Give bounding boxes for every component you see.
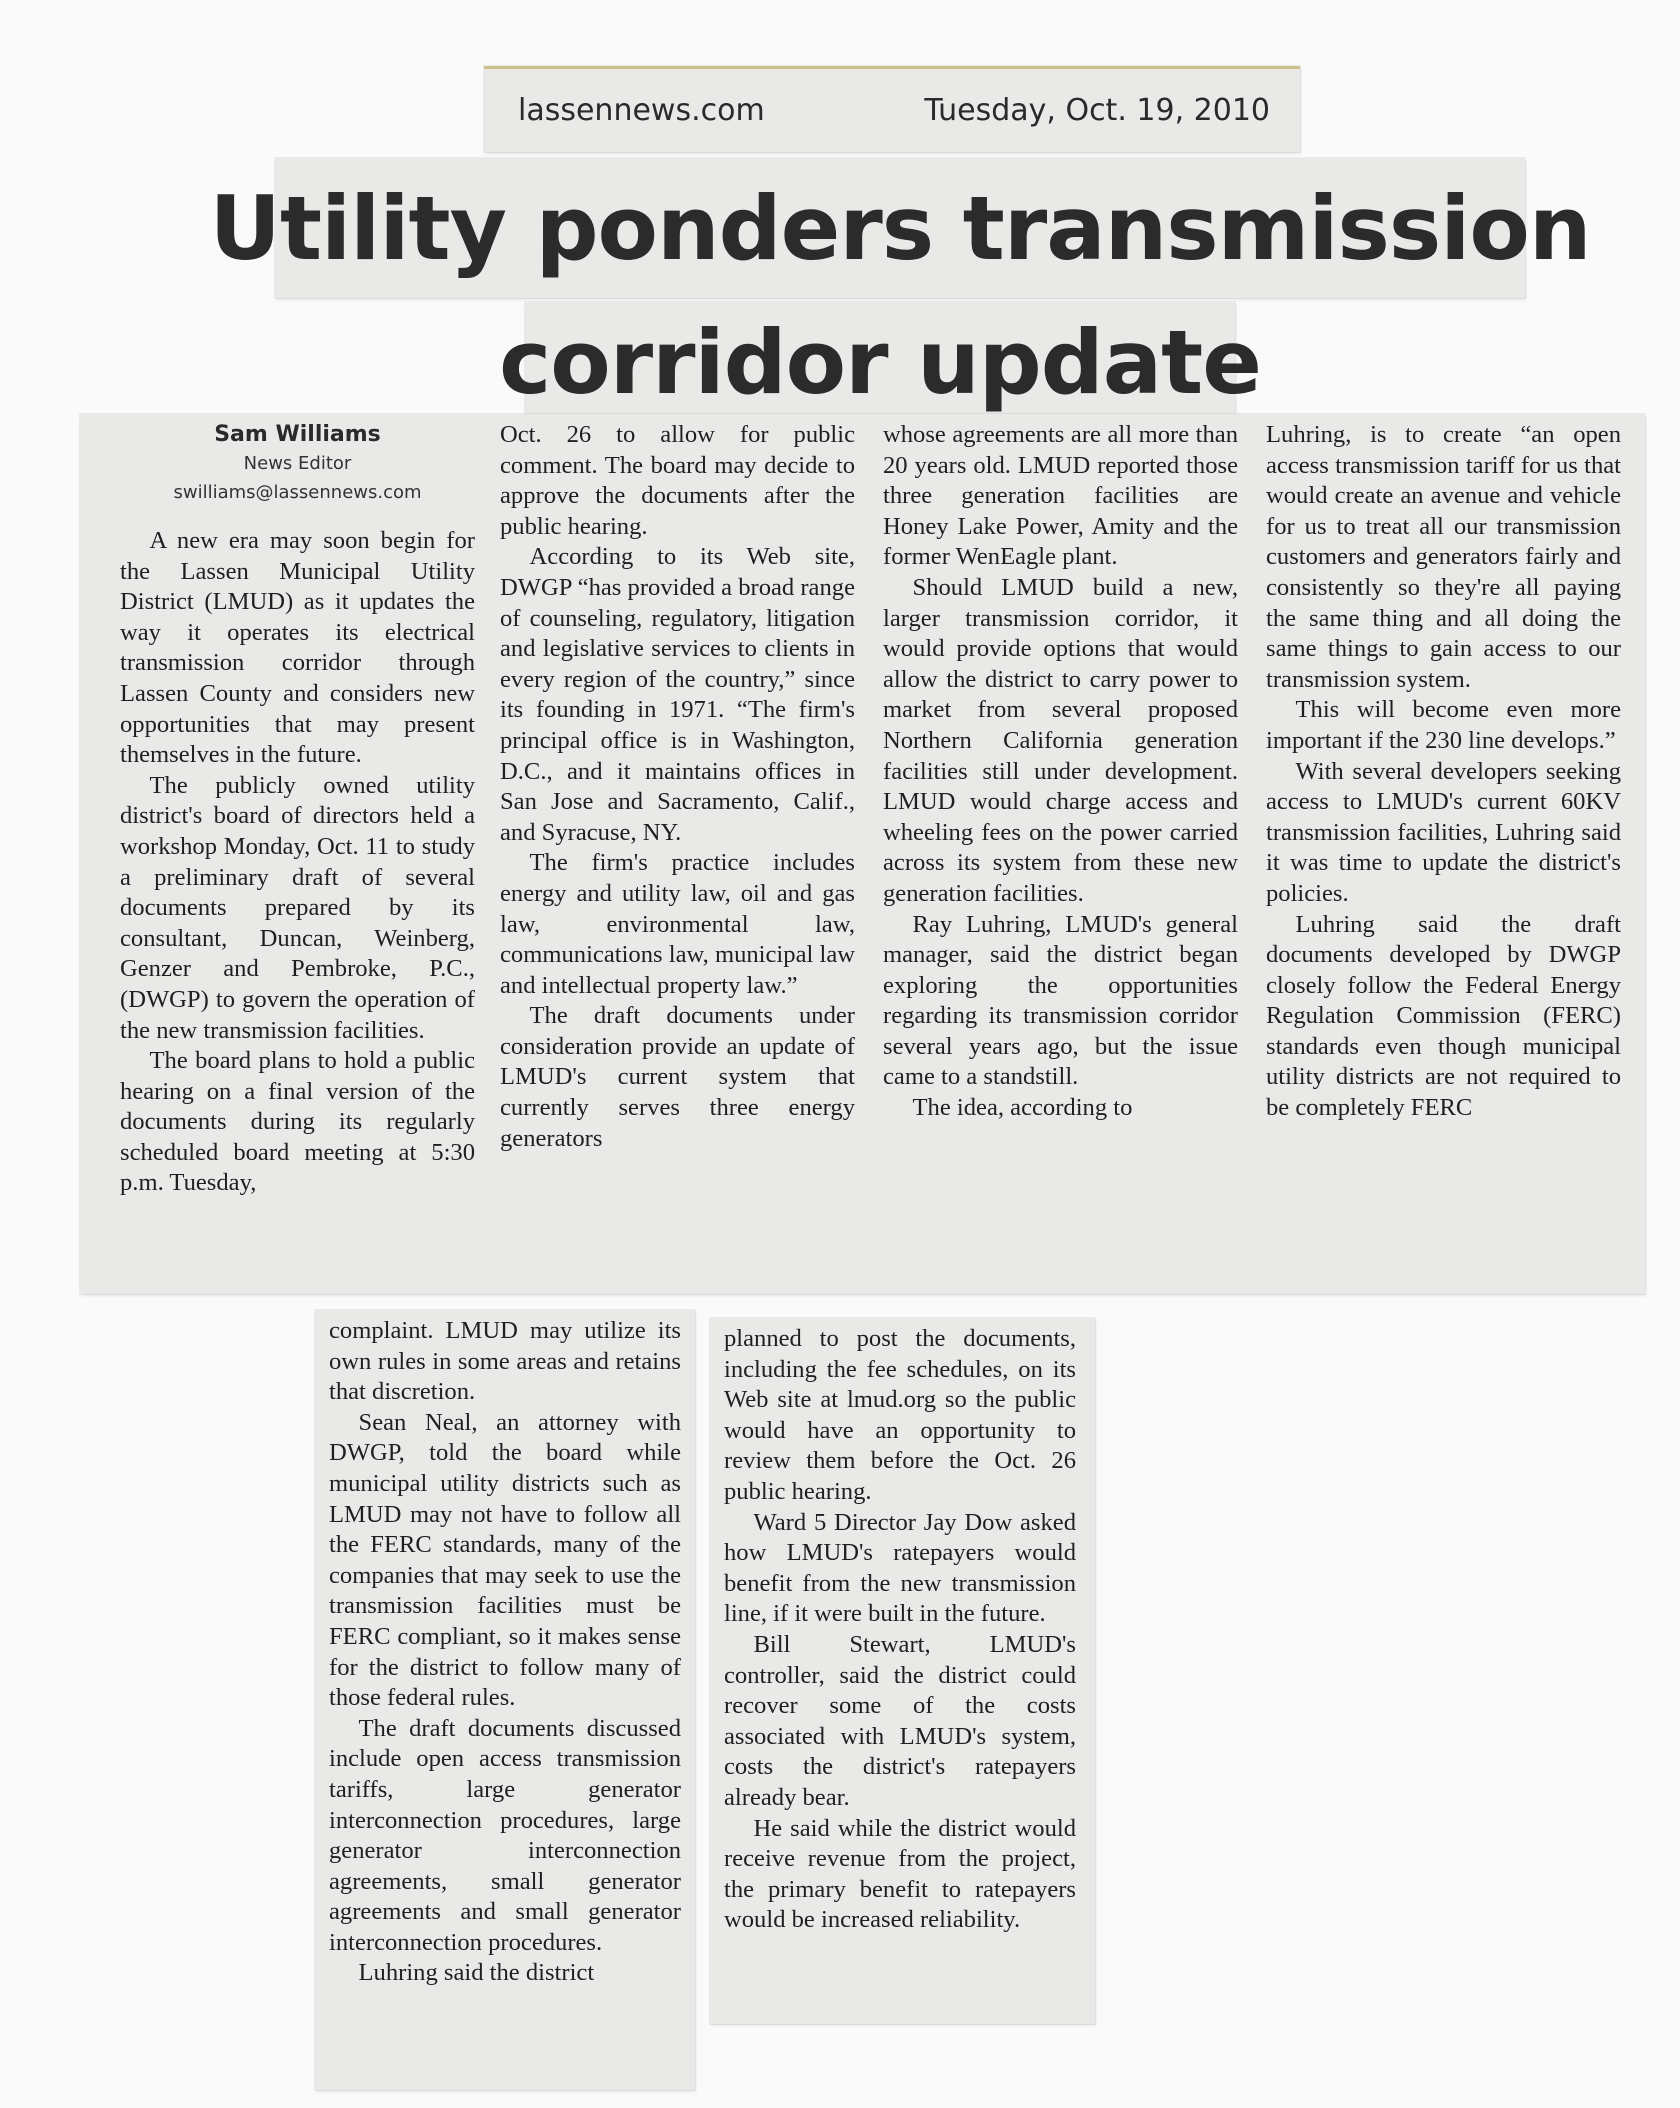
paragraph: He said while the district would receive revenue from the project, the primary benefit to ratepayers would be increased reliability. — [724, 1814, 1076, 1934]
paragraph: With several developers seeking access to LMUD's current 60KV transmission facilities, Luhring said it was time to update the district's policies. — [1266, 757, 1621, 907]
article-body-lower-left — [315, 1310, 695, 2090]
article-body-upper — [80, 414, 1645, 1294]
article-column-5 — [329, 1316, 681, 1989]
paragraph: Luhring said the draft documents developed by DWGP closely follow the Federal Energy Regulation Commission (FERC) standards even though municipal utility districts are not required to be completely FERC — [1266, 910, 1621, 1122]
author-email: swilliams@lassennews.com — [173, 482, 422, 503]
paragraph: The publicly owned utility district's board of directors held a workshop Monday, Oct. 11 to study a preliminary draft of several documents prepared by its consultant, Duncan, Weinberg, Genzer and Pembroke, P.C., (DWGP) to govern the operation of the new transmission facilities. — [120, 771, 475, 1044]
article-column-2 — [500, 420, 855, 1154]
site-name: lassennews.com — [518, 93, 765, 128]
paragraph-continued: Oct. 26 to allow for public comment. The board may decide to approve the documents after the public hearing. — [500, 421, 855, 540]
issue-date: Tuesday, Oct. 19, 2010 — [924, 93, 1270, 128]
paragraph-continued: whose agreements are all more than 20 years old. LMUD reported those three generation facilities are Honey Lake Power, Amity and the former WenEagle plant. — [883, 421, 1238, 571]
article-column-3 — [883, 420, 1238, 1124]
paragraph-continued: Luhring, is to create “an open access transmission tariff for us that would create an avenue and vehicle for us to treat all our transmission customers and generators fairly and consistently so they're all paying the same thing and all doing the same things to gain access to our transmission system. — [1266, 421, 1621, 693]
paragraph: The idea, according to — [912, 1094, 1133, 1122]
headline-line-1: Utility ponders transmission — [275, 158, 1525, 298]
paragraph: The board plans to hold a public hearing on a final version of the documents during its regularly scheduled board meeting at 5:30 p.m. Tuesday, — [120, 1047, 475, 1197]
paragraph: Bill Stewart, LMUD's controller, said the district could recover some of the costs associated with LMUD's system, costs the district's ratepayers already bear. — [724, 1630, 1076, 1811]
paragraph: Should LMUD build a new, larger transmission corridor, it would provide options that would allow the district to carry power to market from several proposed Northern California generation facilities still under development. LMUD would charge access and wheeling fees on the power carried across its system from these new generation facilities. — [883, 573, 1238, 907]
paragraph: The firm's practice includes energy and utility law, oil and gas law, environmental law, communications law, municipal law and intellectual property law.” — [500, 849, 855, 999]
author-name: Sam Williams — [214, 422, 381, 447]
paragraph: This will become even more important if the 230 line develops.” — [1266, 696, 1621, 754]
paragraph: According to its Web site, DWGP “has provided a broad range of counseling, regulatory, litigation and legislative services to clients in every region of the country,” since its founding in 1971. “The firm's principal office is in Washington, D.C., and it maintains offices in San Jose and Sacramento, Calif., and Syracuse, NY. — [500, 543, 855, 846]
article-column-4 — [1266, 420, 1621, 1124]
author-role: News Editor — [243, 453, 352, 474]
article-column-1 — [120, 420, 475, 1199]
article-body-lower-right — [710, 1318, 1095, 2024]
byline — [120, 420, 475, 508]
paragraph: Luhring said the district — [358, 1959, 595, 1987]
paragraph: Sean Neal, an attorney with DWGP, told the board while municipal utility districts such as LMUD may not have to follow all the FERC standards, many of the companies that may seek to use the transmission facilities must be FERC compliant, so it makes sense for the district to follow many of those federal rules. — [329, 1408, 681, 1712]
paragraph: A new era may soon begin for the Lassen Municipal Utility District (LMUD) as it updates the way it operates its electrical transmission corridor through Lassen County and considers new opportunities that may present themselves in the future. — [120, 527, 475, 769]
paragraph: The draft documents discussed include open access transmission tariffs, large generator interconnection procedures, large generator interconnection agreements, small generator agreements and small generator interconnection procedures. — [329, 1714, 681, 1956]
article-column-6 — [724, 1324, 1076, 1936]
paragraph-continued: planned to post the documents, including the fee schedules, on its Web site at lmud.org so the public would have an opportunity to review them before the Oct. 26 public hearing. — [724, 1325, 1076, 1505]
headline-line-2: corridor update — [525, 302, 1235, 422]
paragraph: Ward 5 Director Jay Dow asked how LMUD's ratepayers would benefit from the new transmission line, if it were built in the future. — [724, 1508, 1076, 1628]
masthead-strip — [484, 66, 1300, 152]
paragraph-continued: complaint. LMUD may utilize its own rules in some areas and retains that discretion. — [329, 1317, 681, 1406]
paragraph: Ray Luhring, LMUD's general manager, said the district began exploring the opportunities regarding its transmission corridor several years ago, but the issue came to a standstill. — [883, 910, 1238, 1091]
paragraph: The draft documents under consideration provide an update of LMUD's current system that currently serves three energy generators — [500, 1002, 855, 1152]
